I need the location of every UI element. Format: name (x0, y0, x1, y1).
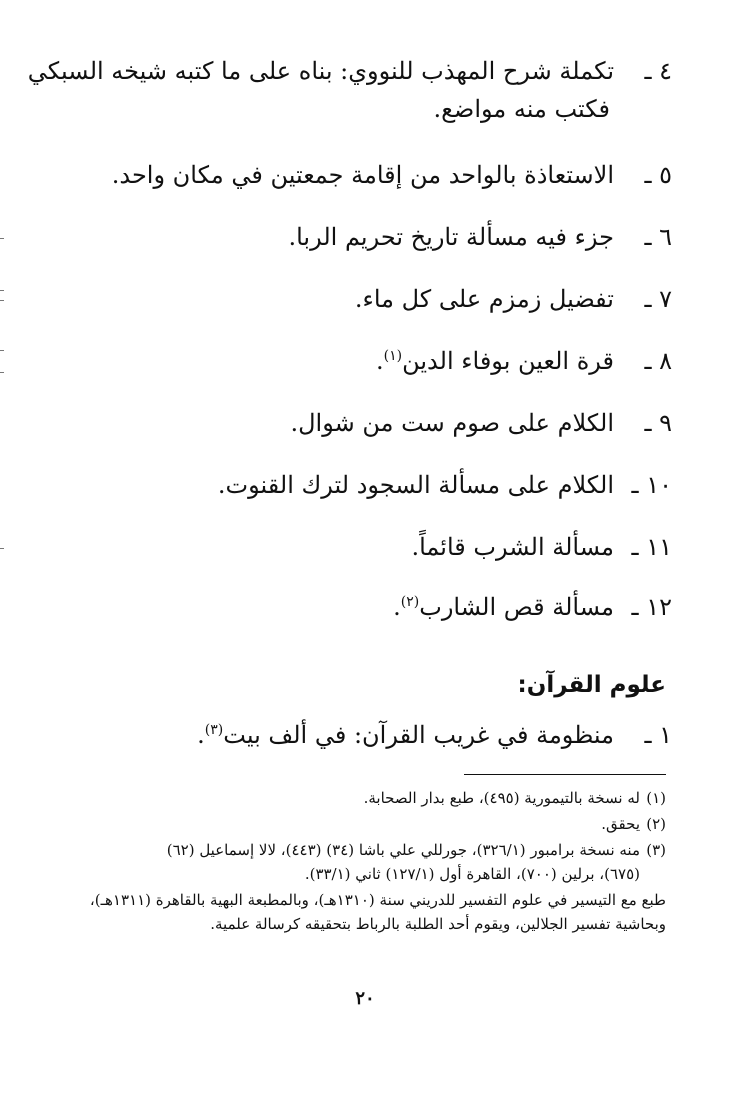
scan-edge-mark (0, 300, 4, 301)
scan-edge-mark (0, 238, 4, 239)
footnote-text: (٦٧٥)، برلين (٧٠٠)، القاهرة أول (١٢٧/١) ثاني (٣٣/١). (304, 865, 640, 883)
page-number: ٢٠ (355, 988, 375, 1009)
item-number: ٥ ـ (644, 161, 672, 189)
section-item-1 (197, 716, 672, 754)
footnote-text: منه نسخة برامبور (٣٢٦/١)، جورللي علي باشا (٣٤) (٤٤٣)، لالا إسماعيل (٦٢) (166, 841, 640, 859)
list-item-4 (27, 52, 672, 123)
footnote-marker: (٣) (204, 722, 224, 738)
item-text: تكملة شرح المهذب للنووي: بناه على ما كتبه شيخه السبكي (27, 57, 614, 85)
footnote-3 (167, 838, 666, 862)
item-text: جزء فيه مسألة تاريخ تحريم الربا. (288, 223, 614, 251)
footnote-2 (601, 812, 666, 836)
footnote-1 (364, 786, 666, 810)
list-item-5 (112, 156, 672, 194)
footnote-separator (464, 774, 666, 775)
footnote-number: (٢) (646, 815, 666, 833)
item-number: ١ ـ (644, 721, 672, 749)
footnote-3-continuation (305, 862, 666, 886)
item-text: منظومة في غريب القرآن: في ألف بيت (223, 721, 614, 749)
list-item-9 (290, 404, 672, 442)
item-number: ١٠ ـ (631, 471, 672, 499)
footnote-number: (٣) (646, 841, 666, 859)
list-item-11 (411, 528, 672, 566)
footnote-marker: (١) (383, 348, 403, 364)
scan-edge-mark (0, 290, 4, 291)
item-number: ١٢ ـ (631, 593, 672, 621)
list-item-7 (355, 280, 672, 318)
item-number: ٦ ـ (644, 223, 672, 251)
list-item-12 (393, 588, 672, 626)
item-text: مسألة قص الشارب (419, 593, 614, 621)
item-period: . (375, 347, 384, 375)
list-item-10 (218, 466, 672, 504)
item-period: . (197, 721, 205, 749)
footnote-paragraph: طبع مع التيسير في علوم التفسير للدريني سنة (١٣١٠هـ)، وبالمطبعة البهية بالقاهرة (١٣١١هـ)، وبحاشية تفسير الجلالين، ويقوم أحد الطلبة بالرباط بتحقيقه كرسالة علمية. (89, 891, 666, 933)
footnote-text: له نسخة بالتيمورية (٤٩٥)، طبع بدار الصحابة. (363, 789, 640, 807)
footnote-marker: (٢) (400, 594, 420, 610)
scan-edge-mark (0, 372, 4, 373)
item-period: . (393, 593, 401, 621)
list-item-6 (288, 218, 672, 256)
item-number: ١١ ـ (631, 533, 672, 561)
item-text: تفضيل زمزم على كل ماء. (354, 285, 614, 313)
scan-edge-mark (0, 548, 4, 549)
item-number: ٨ ـ (644, 347, 672, 375)
item-number: ٧ ـ (644, 285, 672, 313)
section-heading: علوم القرآن: (517, 672, 666, 698)
item-text: الكلام على صوم ست من شوال. (290, 409, 614, 437)
scan-edge-mark (0, 350, 4, 351)
item-text: الكلام على مسألة السجود لترك القنوت. (217, 471, 614, 499)
footnote-text: يحقق. (601, 815, 640, 833)
item-continuation: فكتب منه مواضع. (433, 95, 610, 123)
item-text: قرة العين بوفاء الدين (402, 347, 614, 375)
item-text: مسألة الشرب قائماً. (411, 533, 614, 561)
footnote-number: (١) (646, 789, 666, 807)
item-number: ٩ ـ (644, 409, 672, 437)
list-item-8 (376, 342, 672, 380)
item-number: ٤ ـ (644, 57, 672, 85)
item-text: الاستعاذة بالواحد من إقامة جمعتين في مكان واحد. (111, 161, 614, 189)
